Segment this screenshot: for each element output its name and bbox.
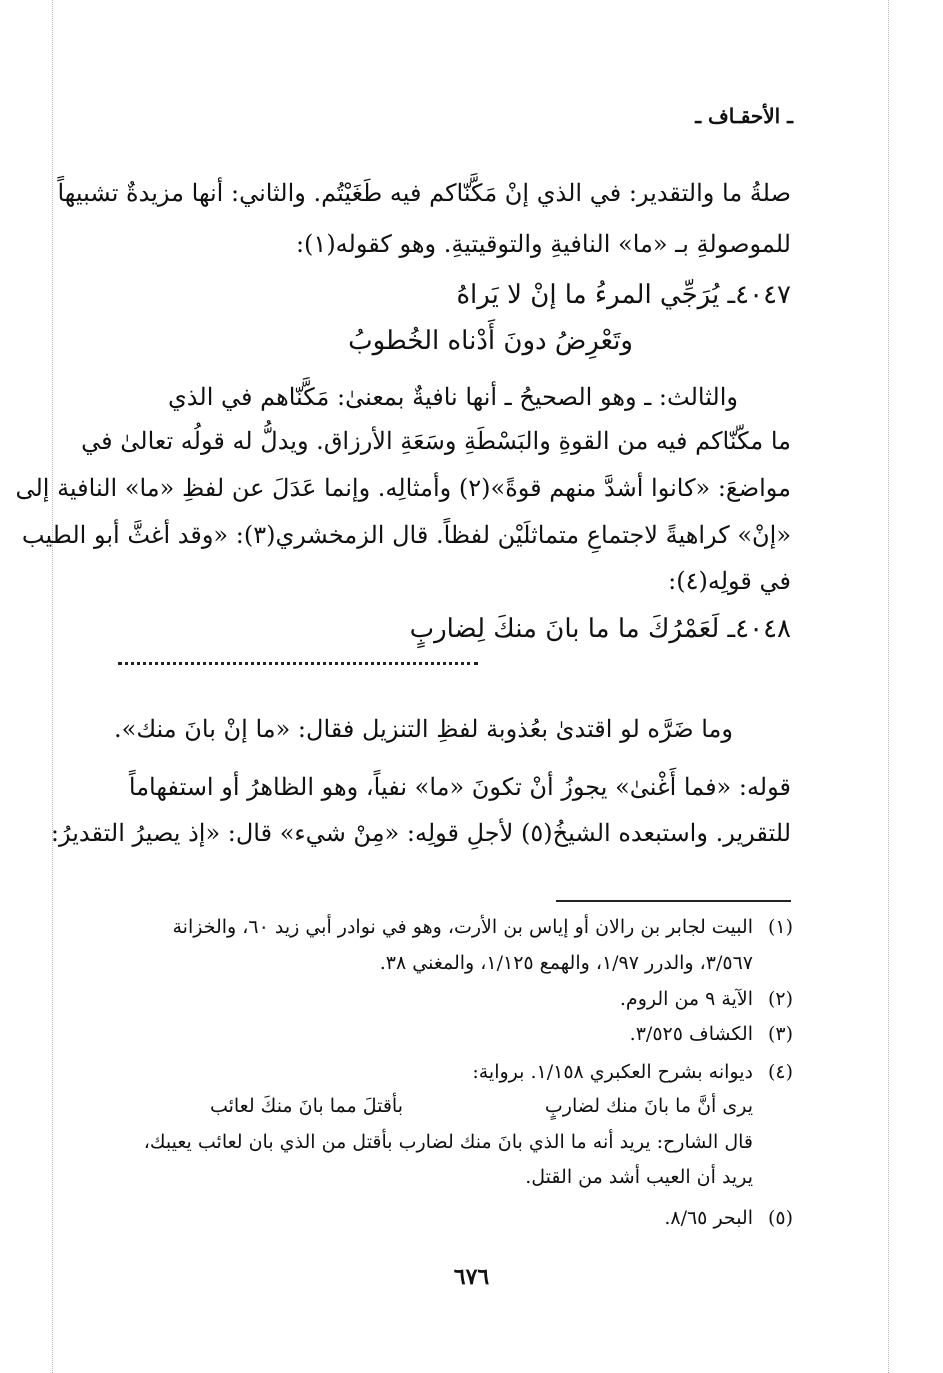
verse-4047-first-hemistich: ٤٠٤٧ـ يُرَجِّي المرءُ ما إنْ لا يَراهُ <box>456 280 791 310</box>
footnote-text: الكشاف ٣/٥٢٥. <box>629 1023 753 1045</box>
footnote-text: البحر ٨/٦٥. <box>664 1207 753 1229</box>
footnote-number: (٥) <box>767 1207 793 1229</box>
verse-4048: ٤٠٤٨ـ لَعَمْرُكَ ما ما بانَ منكَ لِضاربٍ <box>409 614 791 644</box>
body-line: قوله: «فما أَغْنىٰ» يجوزُ أنْ تكونَ «ما» نفياً، وهو الظاهرُ أو استفهاماً <box>128 773 791 801</box>
body-line: والثالث: ـ وهو الصحيحُ ـ أنها نافيةٌ بمعنىٰ: مَكَّنّاهم في الذي <box>168 383 738 411</box>
footnote-1 <box>172 912 793 942</box>
body-line: مواضعَ: «كانوا أشدَّ منهم قوةً»(٢) وأمثالِه. وإنما عَدَلَ عن لفظِ «ما» النافية إلى <box>15 474 791 502</box>
footnote-text: البيت لجابر بن رالان أو إياس بن الأرت، وهو في نوادر أبي زيد ٦٠، والخزانة <box>172 916 753 938</box>
footnote-5 <box>664 1203 793 1233</box>
page-number: ٦٧٦ <box>453 1264 490 1290</box>
footnote-3 <box>630 1019 793 1049</box>
footnote-text: ديوانه بشرح العكبري ١/١٥٨. برواية: <box>472 1061 753 1083</box>
footnote-4 <box>472 1057 793 1087</box>
scan-edge-left <box>52 0 53 1373</box>
footnote-number: (٤) <box>767 1061 793 1083</box>
footnote-4-verse-first: يرى أنَّ ما بانَ منك لضاربٍ <box>544 1095 753 1117</box>
body-line: صلةُ ما والتقدير: في الذي إنْ مَكَّنّاكم فيه طَغَيْتُم. والثاني: أنها مزيدةٌ تشبيهاً <box>57 179 791 207</box>
footnote-4-continued: قال الشارح: يريد أنه ما الذي بانَ منك لضارب بأقتل من الذي بان لعائب يعيبك، <box>143 1131 753 1153</box>
running-header: ـ الأحقـاف ـ <box>695 104 793 128</box>
footnote-2 <box>620 984 793 1014</box>
footnote-number: (٣) <box>767 1023 793 1045</box>
footnote-separator <box>556 900 791 902</box>
body-line: ما مكّنّاكم فيه من القوةِ والبَسْطَةِ وسَعَةِ الأرزاق. ويدلُّ له قولُه تعالىٰ في <box>81 427 791 455</box>
body-line: للتقرير. واستبعده الشيخُ(٥) لأجلِ قولِه: «مِنْ شيء» قال: «إذ يصيرُ التقديرُ: <box>50 819 791 847</box>
verse-4047-second-hemistich: وتَعْرِضُ دونَ أَدْناه الخُطوبُ <box>348 326 633 356</box>
ellipsis-dots <box>118 662 478 665</box>
body-line: في قولِه(٤): <box>668 567 791 595</box>
footnote-4-verse-second: بأقتلَ مما بانَ منكَ لعائب <box>209 1095 403 1117</box>
footnote-number: (٢) <box>767 988 793 1010</box>
footnote-1-continued: ٣/٥٦٧، والدرر ١/٩٧، والهمع ١/١٢٥، والمغني ٣٨. <box>379 952 753 974</box>
scan-edge-right <box>888 0 889 1373</box>
body-line: وما ضَرَّه لو اقتدىٰ بعُذوبة لفظِ التنزيل فقال: «ما إنْ بانَ منك». <box>114 715 733 743</box>
footnote-4-continued: يريد أن العيب أشد من القتل. <box>525 1166 753 1188</box>
footnote-number: (١) <box>767 916 793 938</box>
footnote-text: الآية ٩ من الروم. <box>619 988 753 1010</box>
body-line: «إنْ» كراهيةً لاجتماعِ متماثلَيْن لفظاً. قال الزمخشري(٣): «وقد أغثَّ أبو الطيب <box>21 521 791 549</box>
body-line: للموصولةِ بـ «ما» النافيةِ والتوقيتيةِ. وهو كقوله(١): <box>295 230 791 258</box>
